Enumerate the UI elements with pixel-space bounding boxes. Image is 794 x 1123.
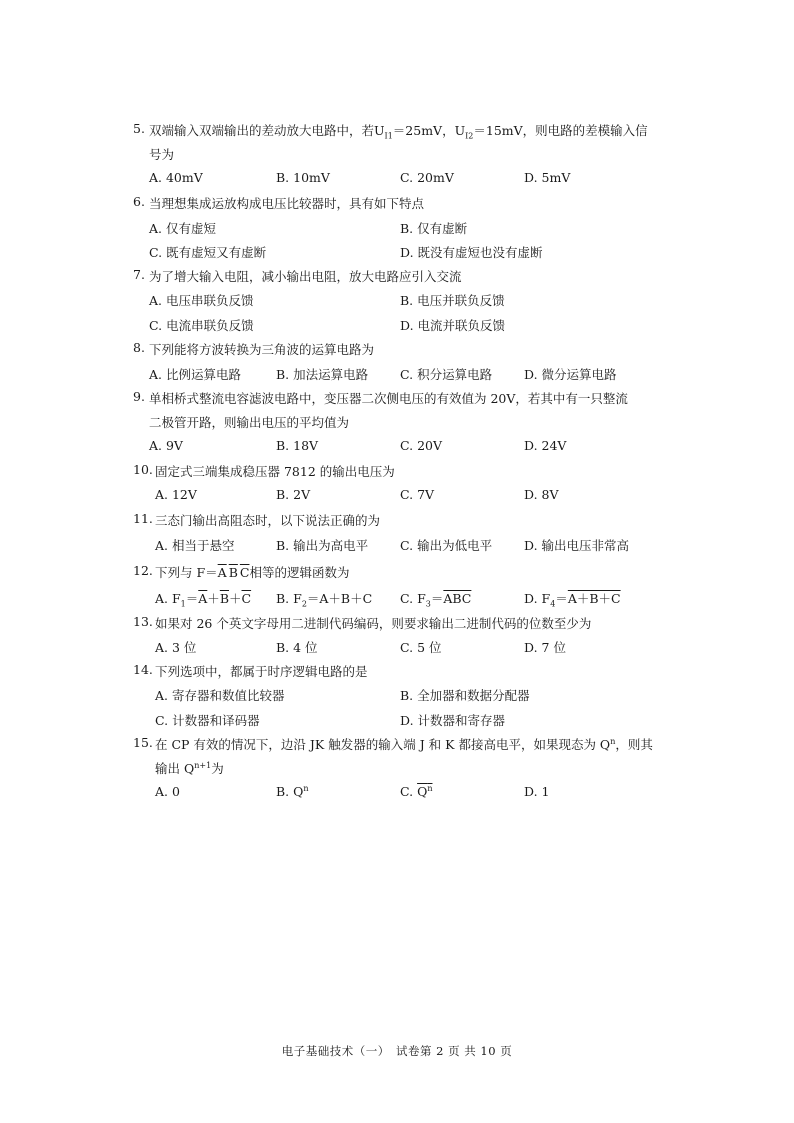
option-c: C. 积分运算电路 (400, 367, 493, 382)
option-d: D. 24V (524, 438, 567, 453)
question-stem: 单相桥式整流电容滤波电路中，变压器二次侧电压的有效值为 20V，若其中有一只整流 (149, 391, 628, 406)
question-number: 15. (133, 735, 153, 750)
option-b: B. $F_2=A+B+C$ (276, 591, 373, 609)
option-b: B. 10mV (276, 170, 330, 185)
option-a: A. 比例运算电路 (149, 367, 241, 382)
question-stem-continued: 二极管开路，则输出电压的平均值为 (149, 415, 350, 430)
option-b: B. 仅有虚断 (400, 221, 468, 236)
option-c: C. 既有虚短又有虚断 (149, 245, 267, 260)
question-number: 8. (133, 340, 145, 355)
option-c: C. 20V (400, 438, 442, 453)
question-stem: 下列能将方波转换为三角波的运算电路为 (149, 342, 375, 357)
option-c: C. 5 位 (400, 640, 442, 655)
question-number: 11. (133, 511, 153, 526)
question-stem: 为了增大输入电阻，减小输出电阻，放大电路应引入交流 (149, 269, 462, 284)
question-number: 6. (133, 194, 145, 209)
option-c: C. 电流串联负反馈 (149, 318, 254, 333)
question-stem: 固定式三端集成稳压器 7812 的输出电压为 (155, 464, 395, 479)
option-a: A. 12V (155, 487, 197, 502)
option-d: D. 微分运算电路 (524, 367, 617, 382)
option-a: A. 9V (149, 438, 183, 453)
question-stem: 如果对 26 个英文字母用二进制代码编码，则要求输出二进制代码的位数至少为 (155, 616, 592, 631)
option-d: D. 8V (524, 487, 559, 502)
option-c: C. 20mV (400, 170, 454, 185)
option-c: C. 输出为低电平 (400, 538, 493, 553)
question-number: 7. (133, 267, 145, 282)
question-number: 5. (133, 121, 145, 136)
option-d: D. 5mV (524, 170, 571, 185)
option-a: A. $F_1=\overline{A}+\overline{B}+\overline{C}$ (155, 591, 252, 609)
option-b: B. 2V (276, 487, 311, 502)
question-stem: 当理想集成运放构成电压比较器时，具有如下特点 (149, 196, 425, 211)
question-number: 10. (133, 462, 153, 477)
option-b: B. 输出为高电平 (276, 538, 369, 553)
question-stem-continued: 号为 (149, 147, 175, 162)
option-d: D. 1 (524, 784, 550, 799)
question-stem: 下列与 $F=\overline{A}$ $\overline{B}$ $\overline{C}$相等的逻辑函数为 (155, 565, 350, 580)
option-d: D. 输出电压非常高 (524, 538, 630, 553)
option-b: B. $Q^n$ (276, 784, 309, 800)
option-a: A. 电压串联负反馈 (149, 293, 254, 308)
question-stem: 下列选项中，都属于时序逻辑电路的是 (155, 664, 368, 679)
question-number: 9. (133, 389, 145, 404)
option-d: D. 计数器和寄存器 (400, 713, 506, 728)
question-number: 14. (133, 662, 153, 677)
option-b: B. 全加器和数据分配器 (400, 688, 530, 703)
option-a: A. 寄存器和数值比较器 (155, 688, 285, 703)
option-a: A. 相当于悬空 (155, 538, 235, 553)
option-a: A. 3 位 (155, 640, 197, 655)
option-c: C. $F_3=\overline{ABC}$ (400, 591, 472, 609)
option-b: B. 电压并联负反馈 (400, 293, 505, 308)
question-number: 13. (133, 614, 153, 629)
option-c: C. 计数器和译码器 (155, 713, 260, 728)
option-a: A. 40mV (149, 170, 203, 185)
question-number: 12. (133, 563, 153, 578)
option-d: D. $F_4=A+B+C$ (524, 591, 621, 609)
page-footer: 电子基础技术（一） 试卷第 2 页 共 10 页 (281, 1044, 513, 1058)
option-d: D. 既没有虚短也没有虚断 (400, 245, 543, 260)
overline-formula: $\overline{A}$ $\overline{B}$ $\overline{C}$ (217, 565, 250, 580)
option-b: B. 加法运算电路 (276, 367, 369, 382)
option-a: A. 仅有虚短 (149, 221, 216, 236)
question-stem: 双端输入双端输出的差动放大电路中，若$U_{I1}=25mV$，$U_{I2}=15mV$，则电路的差模输入信 (149, 123, 648, 141)
option-c: C. 7V (400, 487, 435, 502)
question-stem: 三态门输出高阻态时，以下说法正确的为 (155, 513, 381, 528)
option-a: A. 0 (155, 784, 180, 799)
question-stem: 在 CP 有效的情况下，边沿 JK 触发器的输入端 J 和 K 都接高电平，如果现态为 $Q^n$，则其 (155, 736, 653, 752)
option-b: B. 18V (276, 438, 319, 453)
option-d: D. 7 位 (524, 640, 566, 655)
option-b: B. 4 位 (276, 640, 318, 655)
question-stem-continued: 输出 $Q^{n+1}$为 (155, 760, 224, 776)
option-c: C. $Q^n$ (400, 784, 433, 800)
option-d: D. 电流并联负反馈 (400, 318, 506, 333)
